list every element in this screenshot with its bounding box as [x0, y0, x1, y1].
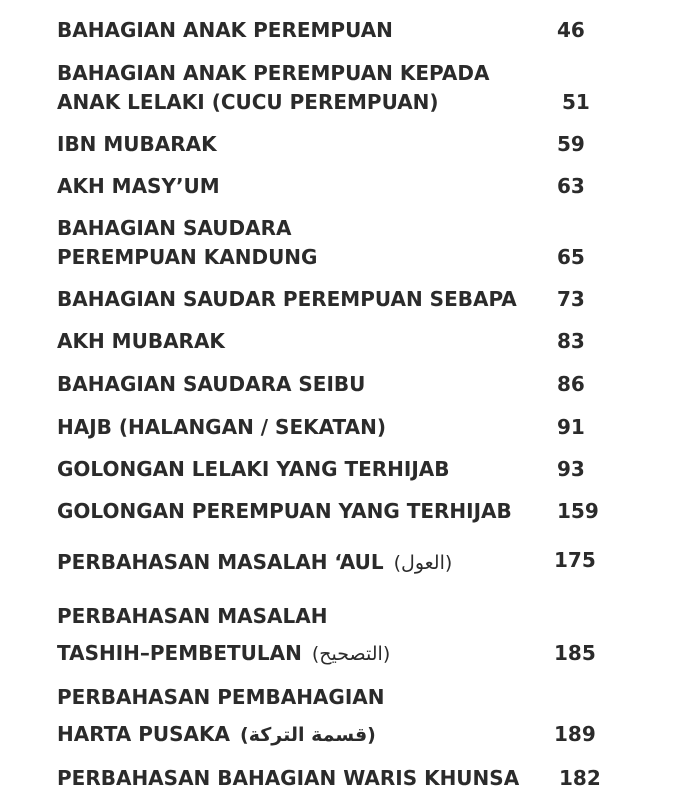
- toc-entry-page-number: 182: [559, 766, 601, 790]
- toc-entry[interactable]: [57, 172, 617, 201]
- toc-entry[interactable]: [57, 548, 617, 578]
- toc-entry-title: AKH MUBARAK: [57, 329, 225, 353]
- toc-entry-title: PEREMPUAN KANDUNG: [57, 245, 318, 269]
- toc-entry-page-number: 73: [557, 287, 585, 311]
- toc-entry-arabic-term: (العول): [393, 552, 453, 574]
- toc-entry-title: AKH MASY’UM: [57, 174, 220, 198]
- toc-entry-page-number: 175: [554, 548, 596, 572]
- toc-entry-title: BAHAGIAN SAUDAR PEREMPUAN SEBAPA: [57, 287, 517, 311]
- toc-entry-page-number: 91: [557, 415, 585, 439]
- toc-entry-page-number: 51: [562, 90, 590, 114]
- toc-entry-page-number: 86: [557, 372, 585, 396]
- toc-entry-title: PERBAHASAN PEMBAHAGIAN: [57, 685, 385, 709]
- toc-entry-page-number: 63: [557, 174, 585, 198]
- toc-entry-title: ANAK LELAKI (CUCU PEREMPUAN): [57, 90, 439, 114]
- toc-entry[interactable]: [57, 130, 617, 159]
- toc-entry-title: GOLONGAN LELAKI YANG TERHIJAB: [57, 457, 450, 481]
- toc-entry[interactable]: [57, 370, 617, 399]
- toc-entry[interactable]: [57, 683, 617, 750]
- toc-entry-title: HAJB (HALANGAN / SEKATAN): [57, 415, 386, 439]
- toc-entry-title: BAHAGIAN ANAK PEREMPUAN: [57, 18, 393, 42]
- toc-entry-title: GOLONGAN PEREMPUAN YANG TERHIJAB: [57, 499, 512, 523]
- toc-entry-title: HARTA PUSAKA: [57, 722, 231, 746]
- toc-entry[interactable]: [57, 497, 617, 526]
- toc-entry-page-number: 46: [557, 18, 585, 42]
- toc-entry-title: IBN MUBARAK: [57, 132, 217, 156]
- toc-entry[interactable]: [57, 16, 617, 45]
- toc-entry[interactable]: [57, 327, 617, 356]
- toc-entry-title: TASHIH–PEMBETULAN: [57, 641, 302, 665]
- toc-entry-title: BAHAGIAN SAUDARA SEIBU: [57, 372, 366, 396]
- toc-entry-page-number: 189: [554, 722, 596, 746]
- toc-entry-page-number: 83: [557, 329, 585, 353]
- toc-entry-arabic-term: (التصحيح): [311, 643, 391, 665]
- toc-entry[interactable]: [57, 413, 617, 442]
- toc-entry-title: PERBAHASAN MASALAH ‘AUL: [57, 550, 384, 574]
- toc-entry-title: BAHAGIAN SAUDARA: [57, 216, 292, 240]
- toc-entry-title: BAHAGIAN ANAK PEREMPUAN KEPADA: [57, 61, 490, 85]
- toc-entry-page-number: 93: [557, 457, 585, 481]
- toc-entry-title: PERBAHASAN MASALAH: [57, 604, 328, 628]
- toc-entry[interactable]: [57, 764, 617, 793]
- toc-entry-page-number: 185: [554, 641, 596, 665]
- toc-entry[interactable]: [57, 285, 617, 314]
- toc-entry-title: PERBAHASAN BAHAGIAN WARIS KHUNSA: [57, 766, 520, 790]
- toc-entry[interactable]: [57, 602, 617, 669]
- toc-entry[interactable]: [57, 59, 617, 117]
- toc-entry-page-number: 59: [557, 132, 585, 156]
- toc-entry-page-number: 159: [557, 499, 599, 523]
- toc-entry-arabic-term: (قسمة التركة): [240, 724, 376, 746]
- toc-entry[interactable]: [57, 455, 617, 484]
- toc-entry-page-number: 65: [557, 245, 585, 269]
- toc-entry[interactable]: [57, 214, 617, 272]
